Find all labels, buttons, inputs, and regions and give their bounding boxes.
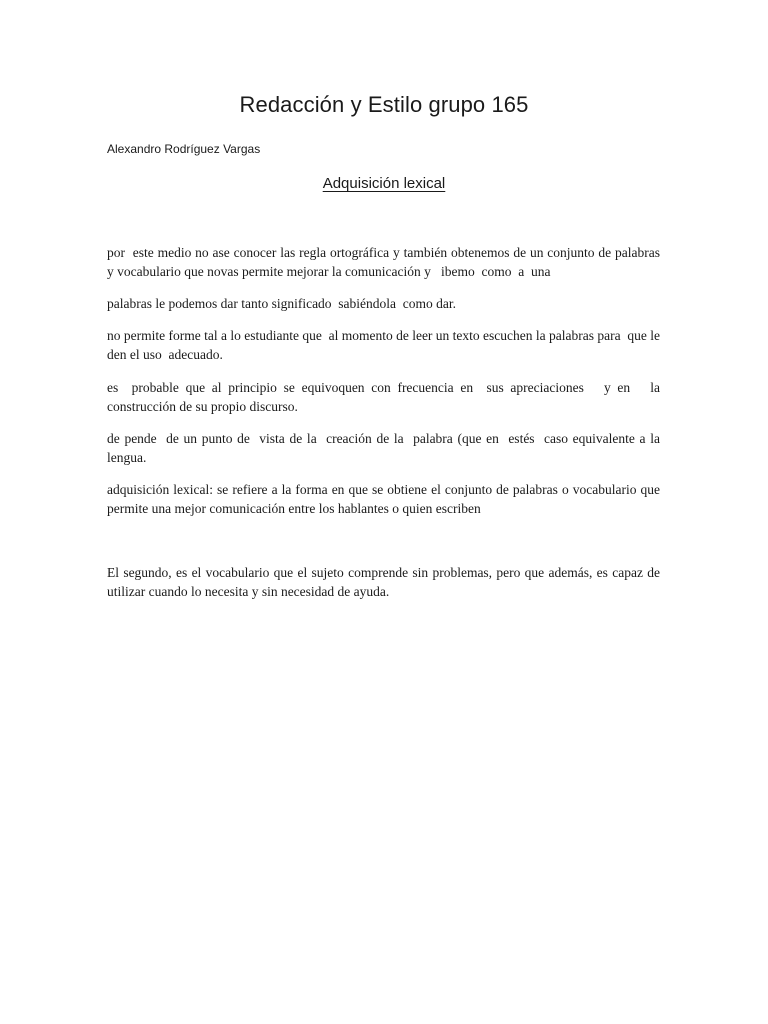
subtitle-text: Adquisición lexical	[322, 175, 446, 192]
paragraph-5: de pende de un punto de vista de la creación de la palabra (que en estés caso equivalente a la lengua.	[107, 431, 667, 465]
paragraph-6: adquisición lexical: se refiere a la forma en que se obtiene el conjunto de palabras o vocabulario que permite una mejor comunicación entre los hablantes o quien escriben	[107, 482, 664, 516]
author-name: Alexandro Rodríguez Vargas	[107, 142, 261, 156]
paragraph-4: es probable que al principio se equivoquen con frecuencia en sus apreciaciones y en la construcción de su propio discurso.	[107, 380, 664, 414]
paragraph-1: por este medio no ase conocer las regla ortográfica y también obtenemos de un conjunto de palabras y vocabulario que novas permite mejorar la comunicación y ibemo como a una	[107, 245, 664, 279]
paragraph-2: palabras le podemos dar tanto significado sabiéndola como dar.	[107, 296, 457, 311]
paragraph-7: El segundo, es el vocabulario que el sujeto comprende sin problemas, pero que además, es capaz de utilizar cuando lo necesita y sin necesidad de ayuda.	[107, 565, 664, 599]
document-title: Redacción y Estilo grupo 165	[239, 92, 529, 117]
document-subtitle	[0, 175, 768, 192]
paragraph-3: no permite forme tal a lo estudiante que al momento de leer un texto escuchen la palabras para que le den el uso adecuado.	[107, 328, 664, 362]
